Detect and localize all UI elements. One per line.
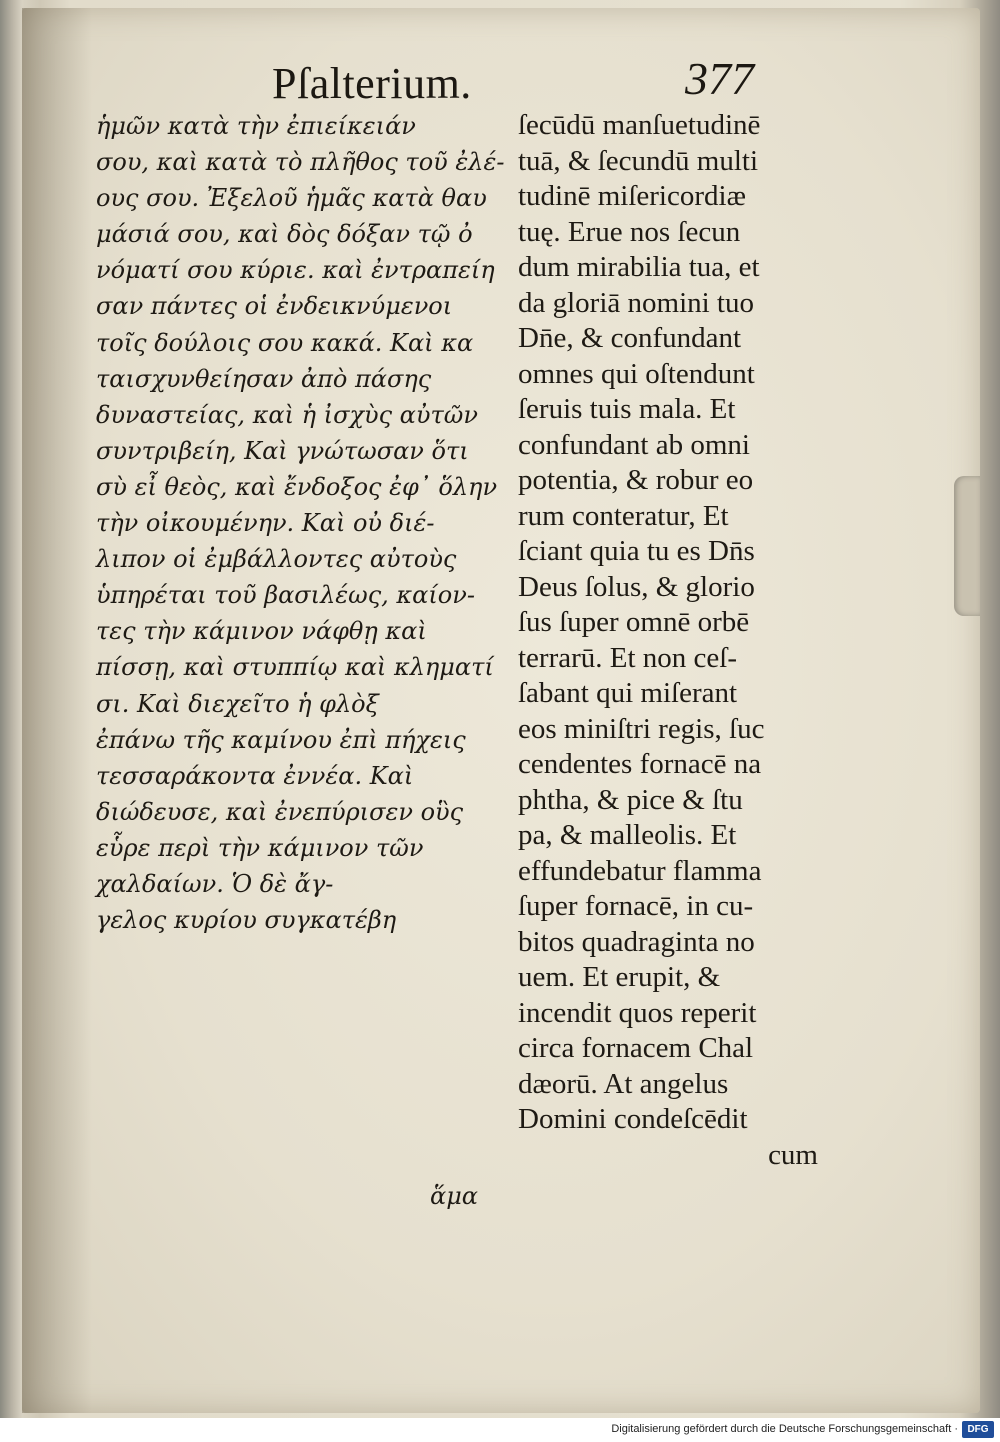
latin-line: ſecūdū manſuetudinē (518, 109, 761, 141)
greek-line: τεσσαράκοντα ἐννέα. Καὶ (96, 761, 414, 790)
latin-line: pa, & malleolis. Et (518, 819, 737, 851)
greek-line: δυναστείας, καὶ ἡ ἰσχὺς αὐτῶν (96, 400, 478, 429)
greek-line: ὑπηρέται τοῦ βασιλέως, καίον- (96, 581, 475, 610)
latin-line: ſus ſuper omnē orbē (518, 606, 750, 638)
greek-line: διώδευσε, καὶ ἐνεπύρισεν οὓς (96, 797, 464, 826)
latin-catchword: cum (768, 1138, 818, 1171)
latin-line: Deus ſolus, & glorio (518, 570, 755, 603)
running-title: Pſalterium. (272, 59, 472, 108)
latin-line: bitos quadraginta no (518, 925, 755, 958)
greek-line: χαλδαίων. Ὁ δὲ ἄγ- (96, 869, 334, 898)
greek-line: ους σου. Ἐξελοῦ ἡμᾶς κατὰ θαυ (96, 184, 487, 213)
latin-line: cendentes fornacē na (518, 748, 762, 780)
latin-line: ſabant qui miſerant (518, 677, 738, 709)
latin-line: potentia, & robur eo (518, 464, 754, 496)
latin-line: eos miniſtri regis, ſuc (518, 712, 765, 745)
funding-credit: Digitalisierung gefördert durch die Deutsche Forschungsgemeinschaft · (611, 1423, 958, 1435)
page-tab (954, 476, 980, 616)
latin-line: circa fornacem Chal (518, 1032, 754, 1064)
greek-line: πίσσῃ, καὶ στυππίῳ καὶ κληματί (96, 653, 494, 682)
greek-line: σὺ εἶ θεὸς, καὶ ἔνδοξος ἐφ᾽ ὅλην (96, 472, 498, 501)
latin-line: omnes qui oſtendunt (518, 357, 755, 390)
greek-line: μάσιά σου, καὶ δὸς δόξαν τῷ ὀ (96, 220, 473, 249)
greek-catchword: ἅμα (430, 1182, 479, 1210)
greek-line: λιπον οἱ ἐμβάλλοντες αὐτοὺς (96, 545, 457, 574)
dfg-logo: DFG (962, 1421, 994, 1438)
greek-line: σαν πάντες οἱ ἐνδεικνύμενοι (96, 292, 453, 321)
latin-line: Domini condeſcēdit (518, 1103, 748, 1135)
latin-line: tudinē miſericordiæ (518, 180, 746, 212)
greek-line: ταισχυνθείησαν ἀπὸ πάσης (96, 364, 432, 393)
latin-line: uem. Et erupit, & (518, 961, 721, 993)
latin-line: ſciant quia tu es Dn̄s (518, 535, 755, 567)
greek-line: τες τὴν κάμινον νάφθῃ καὶ (96, 617, 427, 646)
greek-line: ἐπάνω τῆς καμίνου ἐπὶ πήχεις (96, 725, 466, 754)
latin-line: terrarū. Et non ceſ- (518, 641, 738, 674)
latin-line: tuę. Erue nos ſecun (518, 215, 741, 248)
greek-line: σου, καὶ κατὰ τὸ πλῆθος τοῦ ἐλέ- (96, 148, 505, 177)
latin-line: incendit quos reperit (518, 996, 757, 1029)
greek-line: νόματί σου κύριε. καὶ ἐντραπείη (96, 256, 495, 285)
latin-line: Dn̄e, & confundant (518, 322, 742, 354)
greek-line: εὗρε περὶ τὴν κάμινον τῶν (96, 833, 424, 862)
latin-line: ſuper fornacē, in cu- (518, 890, 754, 922)
latin-line: dum mirabilia tua, et (518, 251, 760, 283)
greek-line: τὴν οἰκουμένην. Καὶ οὐ διέ- (96, 509, 435, 538)
greek-line: σι. Καὶ διεχεῖτο ἡ φλὸξ (96, 689, 379, 718)
greek-line: ἡμῶν κατὰ τὴν ἐπιείκειάν (96, 112, 416, 140)
latin-line: confundant ab omni (518, 428, 750, 461)
latin-line: tuā, & ſecundū multi (518, 144, 759, 177)
latin-text-column (518, 108, 818, 1173)
greek-line: τοῖς δούλοις σου κακά. Καὶ κα (96, 328, 474, 357)
latin-line: phtha, & pice & ſtu (518, 783, 743, 816)
latin-line: rum conteratur, Et (518, 499, 729, 532)
greek-line: συντριβείη, Καὶ γνώτωσαν ὅτι (96, 436, 469, 465)
page-number: 377 (685, 53, 754, 104)
greek-text-column (96, 108, 506, 938)
latin-line: da gloriā nomini tuo (518, 286, 754, 319)
latin-line: effundebatur flamma (518, 854, 762, 887)
greek-line: γελος κυρίου συγκατέβη (96, 906, 397, 935)
latin-line: ſeruis tuis mala. Et (518, 393, 736, 425)
digitization-footer (0, 1418, 1000, 1442)
latin-line: dæorū. At angelus (518, 1067, 729, 1100)
